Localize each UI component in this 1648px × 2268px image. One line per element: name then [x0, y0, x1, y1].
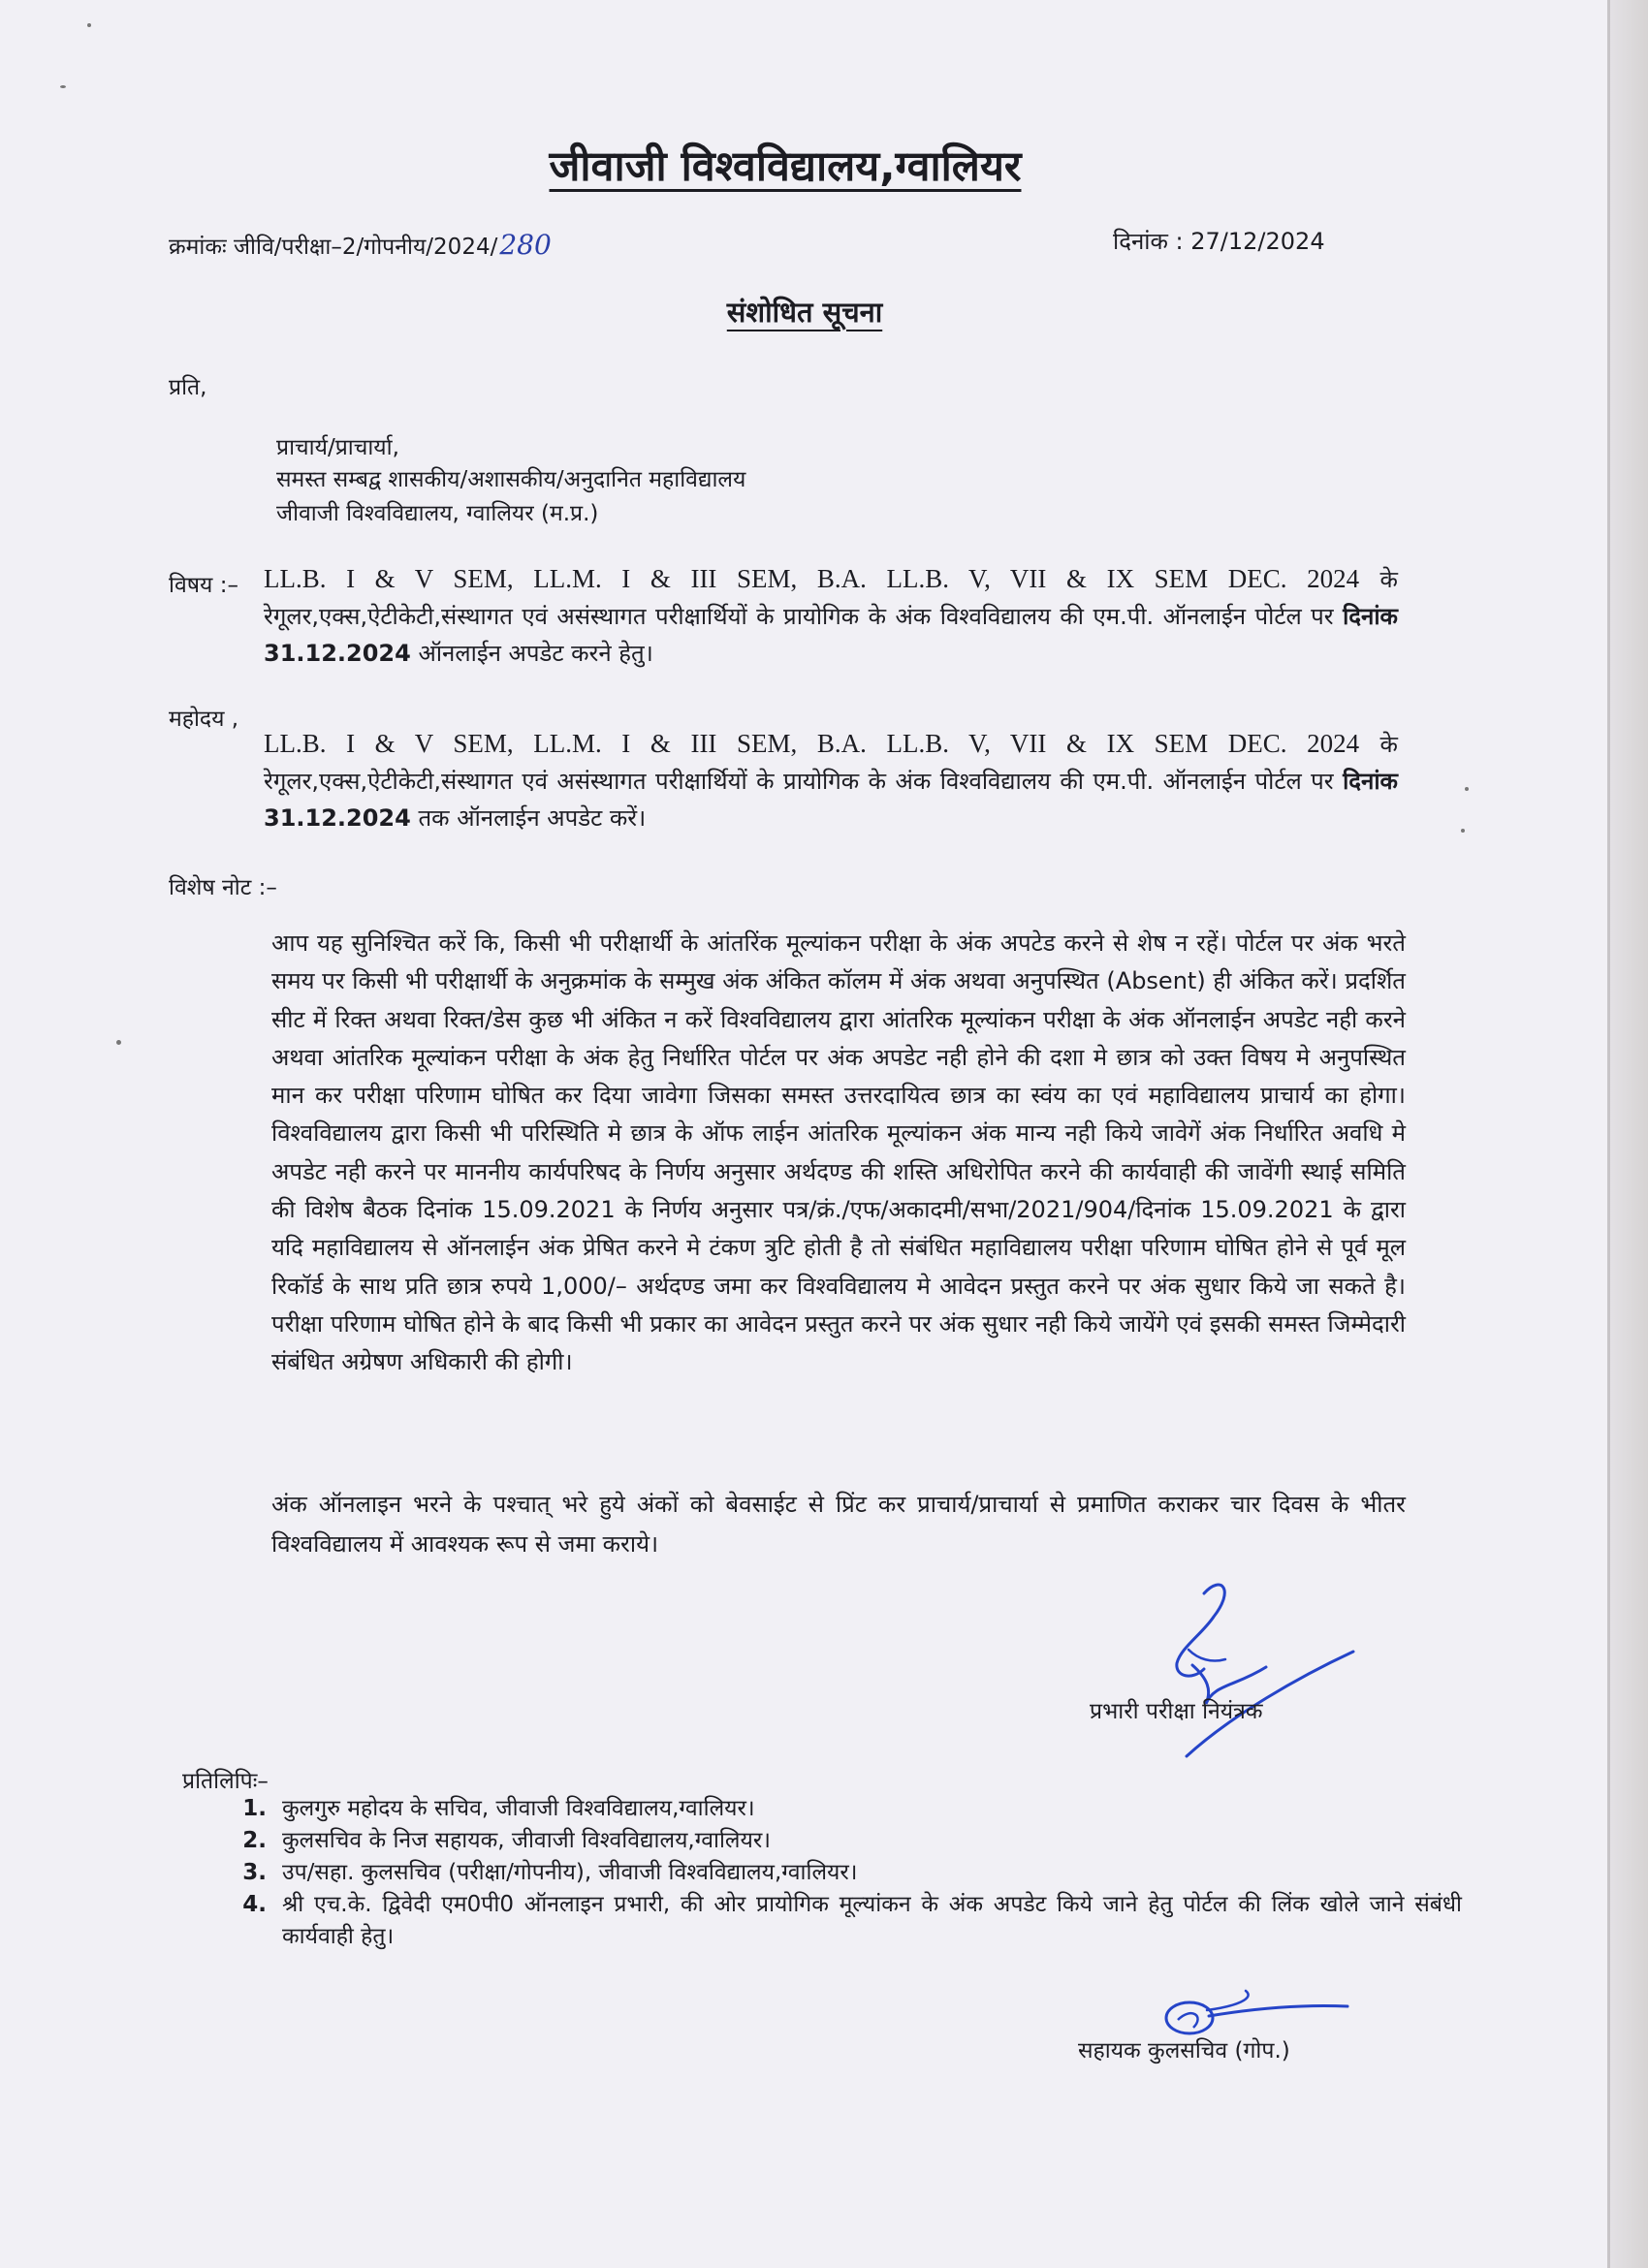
controller-signature-icon	[1154, 1570, 1367, 1764]
submission-instruction-paragraph: अंक ऑनलाइन भरने के पश्चात् भरे हुये अंकों को बेवसाईट से प्रिंट कर प्राचार्य/प्राचार्या से प्रमाणित कराकर चार दिवस के भीतर विश्वविद्यालय में आवश्यक रूप से जमा कराये।	[271, 1491, 1406, 1558]
addressee-line: प्राचार्य/प्राचार्या,	[276, 435, 399, 460]
handwritten-ref-number: 280	[499, 229, 552, 261]
subject-text: LL.B. I & V SEM, LL.M. I & III SEM, B.A. LL.B. V, VII & IX SEM DEC. 2024 के रेगूलर,एक्स,ऐटीकेटी,संस्थागत एवं असंस्थागत परीक्षार्थियों के प्रायोगिक के अंक विश्वविद्यालय की एम.पी. ऑनलाईन पोर्टल पर दिनांक 31.12.2024 ऑनलाईन अपडेट करने हेतु।	[264, 564, 1398, 667]
university-title: जीवाजी विश्वविद्यालय,ग्वालियर	[549, 142, 1022, 191]
special-note-paragraph: आप यह सुनिश्चित करें कि, किसी भी परीक्षार्थी के आंतरिंक मूल्यांकन परीक्षा के अंक अपटेड करने से शेष न रहें। पोर्टल पर अंक भरते समय पर किसी भी परीक्षार्थी के अनुक्रमांक के सम्मुख अंक अंकित कॉलम में अंक अथवा अनुपस्थित (Absent) ही अंकित करें। प्रदर्शित सीट में रिक्त अथवा रिक्त/डेस कुछ भी अंकित न करें विश्वविद्यालय द्वारा आंतरिक मूल्यांकन परीक्षा के अंक ऑनलाईन अपडेट नही करने अथवा आंतरिक मूल्यांकन परीक्षा के अंक हेतु निर्धारित पोर्टल पर अंक अपडेट नही होने की दशा मे छात्र को उक्त विषय मे अनुपस्थित मान कर परीक्षा परिणाम घोषित कर दिया जावेगा जिसका समस्त उत्तरदायित्व छात्र का स्वंय का एवं महाविद्यालय प्राचार्य का होगा। विश्वविद्यालय द्वारा किसी भी परिस्थिति मे छात्र के ऑफ लाईन आंतरिक मूल्यांकन अंक मान्य नही किये जावेगें अंक निर्धारित अवधि मे अपडेट नही करने पर माननीय कार्यपरिषद के निर्णय अनुसार अर्थदण्ड की शस्ति अधिरोपित करने की कार्यवाही की जावेंगी स्थाई समिति की विशेष बैठक दिनांक 15.09.2021 के निर्णय अनुसार पत्र/क्रं./एफ/अकादमी/सभा/2021/904/दिनांक 15.09.2021 के द्वारा यदि महाविद्यालय से ऑनलाईन अंक प्रेषित करने मे टंकण त्रुटि होती है तो संबंधित महाविद्यालय परीक्षा परिणाम घोषित होने से पूर्व मूल रिकॉर्ड के साथ प्रति छात्र रुपये 1,000/– अर्थदण्ड जमा कर विश्वविद्यालय मे आवेदन प्रस्तुत करने पर अंक सुधार किये जा सकते है। परीक्षा परिणाम घोषित होने के बाद किसी भी प्रकार का आवेदन प्रस्तुत करने पर अंक सुधार नही किये जायेंगे एवं इसकी समस्त जिम्मेदारी संबंधित अग्रेषण अधिकारी की होगी।	[271, 929, 1406, 1376]
copy-item: 1. कुलगुरु महोदय के सचिव, जीवाजी विश्वविद्यालय,ग्वालियर।	[274, 1793, 1462, 1825]
scan-speck	[1465, 787, 1469, 791]
body-paragraph: LL.B. I & V SEM, LL.M. I & III SEM, B.A. LL.B. V, VII & IX SEM DEC. 2024 के रेगूलर,एक्स,ऐटीकेटी,संस्थागत एवं असंस्थागत परीक्षार्थियों के प्रायोगिक के अंक विश्वविद्यालय की एम.पी. ऑनलाईन पोर्टल पर दिनांक 31.12.2024 तक ऑनलाईन अपडेट करें।	[264, 729, 1398, 832]
scan-speck	[87, 23, 91, 27]
salutation: महोदय ,	[169, 707, 239, 732]
assistant-registrar-designation: सहायक कुलसचिव (गोप.)	[1078, 2038, 1290, 2063]
to-label: प्रति,	[169, 375, 207, 400]
controller-designation: प्रभारी परीक्षा नियंत्रक	[1090, 1699, 1263, 1724]
scan-speck	[116, 1040, 121, 1045]
notice-date: दिनांक : 27/12/2024	[1113, 228, 1325, 255]
addressee-line: जीवाजी विश्वविद्यालय, ग्वालियर (म.प्र.)	[276, 501, 599, 526]
copy-item: 4. श्री एच.के. द्विवेदी एम0पी0 ऑनलाइन प्रभारी, की ओर प्रायोगिक मूल्यांकन के अंक अपडेट किये जाने हेतु पोर्टल की लिंक खोले जाने संबंधी कार्यवाही हेतु।	[274, 1889, 1462, 1953]
special-note-label: विशेष नोट :–	[169, 875, 277, 900]
notice-title: संशोधित सूचना	[726, 296, 883, 329]
addressee-line: समस्त सम्बद्व शासकीय/अशासकीय/अनुदानित महाविद्यालय	[276, 467, 746, 492]
copy-item: 2. कुलसचिव के निज सहायक, जीवाजी विश्वविद्यालय,ग्वालियर।	[274, 1825, 1462, 1857]
copies-list	[226, 1793, 1462, 1953]
reference-number: क्रमांकः जीवि/परीक्षा–2/गोपनीय/2024/280	[169, 229, 552, 261]
subject-label: विषय :–	[169, 573, 238, 598]
scan-speck	[60, 85, 66, 88]
copy-item: 3. उप/सहा. कुलसचिव (परीक्षा/गोपनीय), जीवाजी विश्वविद्यालय,ग्वालियर।	[274, 1857, 1462, 1889]
copies-label: प्रतिलिपिः–	[182, 1769, 269, 1794]
paper-edge-shadow	[1607, 0, 1648, 2268]
scan-speck	[1461, 829, 1465, 833]
